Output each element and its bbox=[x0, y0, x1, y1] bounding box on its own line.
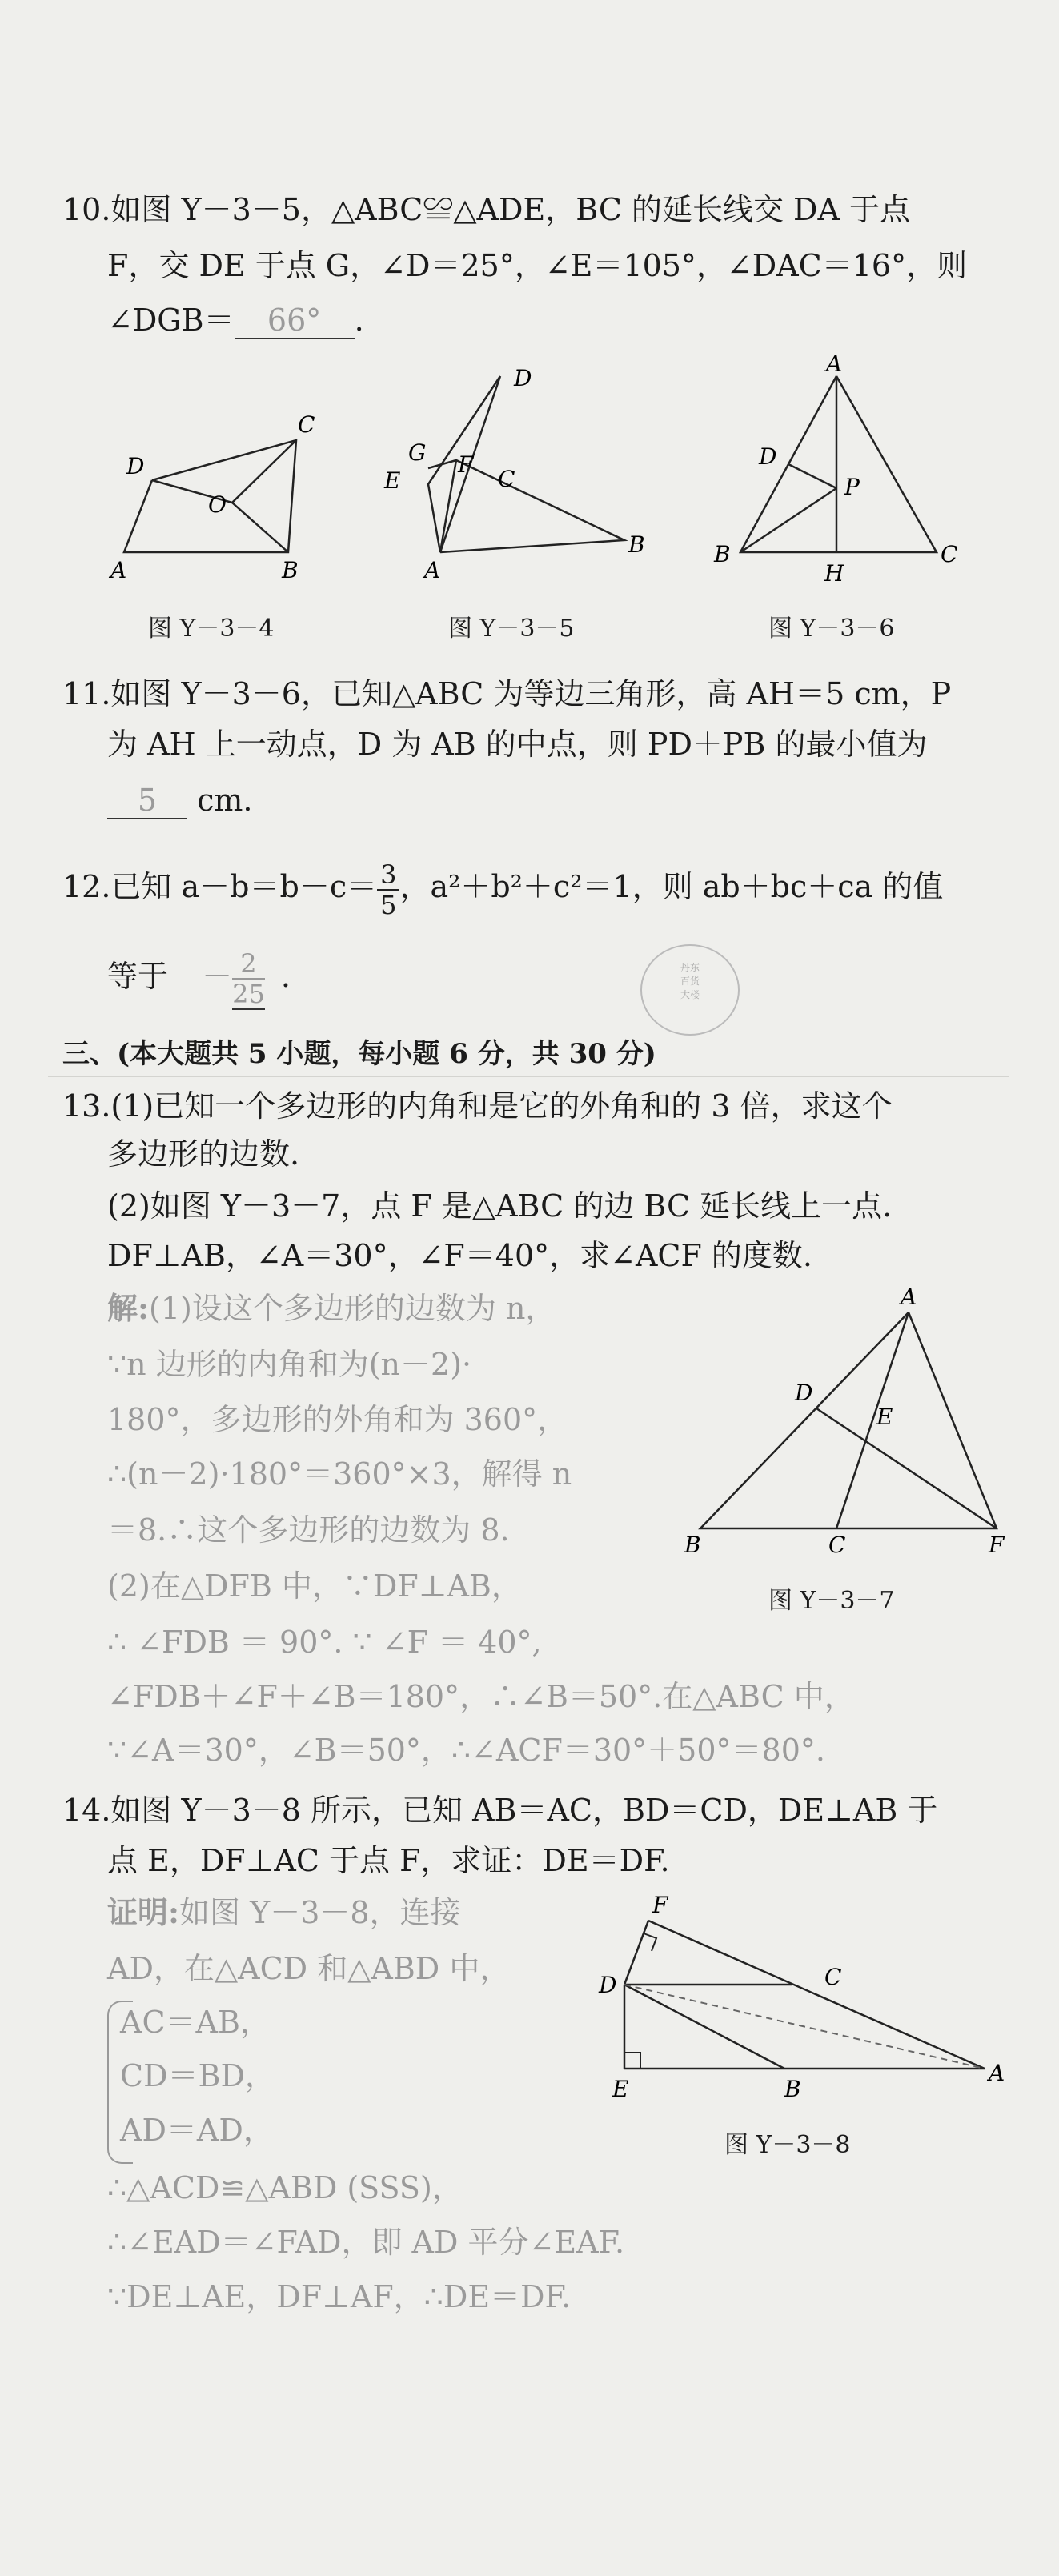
fig-y34-label-o: O bbox=[208, 491, 227, 518]
fig-y34-label-d: D bbox=[126, 453, 145, 479]
fig-y37-label-a: A bbox=[901, 1284, 917, 1310]
figure-y34 bbox=[104, 400, 315, 592]
fig-y34-label-a: A bbox=[110, 557, 127, 583]
q12-ans-den: 25 bbox=[232, 978, 265, 1009]
q11-answer: 5 bbox=[107, 783, 187, 819]
q12-suffix: ，a²＋b²＋c²＝1，则 ab＋bc＋ca 的值 bbox=[399, 869, 944, 904]
section-divider bbox=[48, 1076, 1009, 1077]
q13-sol4: ∴(n－2)·180°＝360°×3，解得 n bbox=[107, 1456, 572, 1492]
q13-sol7: ∴ ∠FDB ＝ 90°. ∵ ∠F ＝ 40°, bbox=[107, 1625, 542, 1660]
q14-sol1: 如图 Y－3－8，连接 bbox=[179, 1895, 461, 1930]
q14-sys1: AC＝AB， bbox=[120, 2005, 271, 2040]
fig-y37-label-d: D bbox=[795, 1380, 813, 1406]
q13-sol6: (2)在△DFB 中，∵DF⊥AB， bbox=[107, 1568, 522, 1604]
q10-line1: 10.如图 Y－3－5，△ABC≌△ADE，BC 的延长线交 DA 于点 bbox=[62, 192, 911, 227]
fig-y38-label-d: D bbox=[599, 1972, 617, 1998]
q10-line2: F，交 DE 于点 G，∠D＝25°，∠E＝105°，∠DAC＝16°，则 bbox=[107, 248, 968, 283]
fig-y36-label-d: D bbox=[759, 443, 777, 470]
q10-line3 bbox=[107, 302, 364, 339]
fig-y36-label-p: P bbox=[844, 474, 860, 500]
q12-end: . bbox=[280, 959, 291, 994]
q14-line1: 14.如图 Y－3－8 所示，已知 AB＝AC，BD＝CD，DE⊥AB 于 bbox=[62, 1793, 938, 1828]
fig-y38-label-e: E bbox=[612, 2076, 629, 2102]
caption-y35: 图 Y－3－5 bbox=[448, 615, 575, 643]
fig-y37-label-f: F bbox=[989, 1532, 1005, 1558]
fig-y38-label-f: F bbox=[652, 1892, 668, 1918]
q10-line3-suffix: . bbox=[354, 302, 364, 338]
fig-y36-label-c: C bbox=[941, 541, 958, 567]
q14-sol4: ∴∠EAD＝∠FAD，即 AD 平分∠EAF. bbox=[107, 2225, 625, 2260]
fig-y34-label-b: B bbox=[282, 557, 299, 583]
q13-line3: (2)如图 Y－3－7，点 F 是△ABC 的边 BC 延长线上一点. bbox=[107, 1188, 893, 1224]
q14-sol2: AD，在△ACD 和△ABD 中， bbox=[107, 1951, 511, 1986]
q14-sys2: CD＝BD， bbox=[120, 2058, 275, 2093]
q13-line4: DF⊥AB，∠A＝30°，∠F＝40°，求∠ACF 的度数. bbox=[107, 1238, 813, 1273]
fig-y36-label-b: B bbox=[714, 541, 731, 567]
q13-sol3: 180°，多边形的外角和为 360°， bbox=[107, 1402, 568, 1437]
fig-y35-label-a: A bbox=[424, 557, 441, 583]
fig-y35-label-f: F bbox=[458, 451, 474, 478]
caption-y36: 图 Y－3－6 bbox=[768, 615, 895, 643]
q12-answer-fraction bbox=[232, 949, 265, 1010]
q13-line2: 多边形的边数. bbox=[107, 1136, 300, 1172]
q13-sol-line1 bbox=[107, 1291, 556, 1326]
q12-line1 bbox=[62, 855, 943, 919]
q14-sys3: AD＝AD， bbox=[120, 2113, 274, 2148]
fig-y37-label-b: B bbox=[684, 1532, 701, 1558]
fig-y34-label-c: C bbox=[298, 411, 315, 438]
q13-sol5: ＝8.∴这个多边形的边数为 8. bbox=[107, 1512, 510, 1548]
fig-y38-label-c: C bbox=[824, 1964, 842, 1990]
q12-frac-den: 5 bbox=[380, 889, 397, 920]
figure-y36 bbox=[704, 352, 977, 592]
stamp-line1: 丹东 bbox=[680, 962, 700, 973]
q13-sol8: ∠FDB＋∠F＋∠B＝180°，∴∠B＝50°.在△ABC 中， bbox=[107, 1679, 855, 1714]
q11-unit: cm. bbox=[197, 783, 253, 818]
figure-y37 bbox=[684, 1280, 1021, 1556]
figure-y38 bbox=[592, 1889, 1009, 2105]
q12-prefix: 12.已知 a－b＝b－c＝ bbox=[62, 869, 378, 904]
q14-sol-line1 bbox=[107, 1895, 461, 1930]
caption-y37: 图 Y－3－7 bbox=[768, 1587, 895, 1615]
fig-y35-label-e: E bbox=[384, 467, 401, 494]
q14-line2: 点 E，DF⊥AC 于点 F，求证：DE＝DF. bbox=[107, 1843, 670, 1878]
seal-stamp bbox=[640, 944, 740, 1036]
fig-y35-label-d: D bbox=[514, 365, 532, 391]
q12-fraction bbox=[377, 860, 399, 919]
fig-y36-label-a: A bbox=[826, 351, 843, 377]
q13-sol9: ∵∠A＝30°，∠B＝50°，∴∠ACF＝30°＋50°＝80°. bbox=[107, 1733, 825, 1768]
fig-y37-label-c: C bbox=[828, 1532, 846, 1558]
q11-line1: 11.如图 Y－3－6，已知△ABC 为等边三角形，高 AH＝5 cm，P bbox=[62, 676, 952, 711]
q11-line3 bbox=[107, 783, 253, 819]
q10-line3-prefix: ∠DGB＝ bbox=[107, 302, 235, 338]
stamp-line2: 百货 bbox=[680, 976, 700, 987]
caption-y34: 图 Y－3－4 bbox=[148, 615, 275, 643]
q13-sol-label: 解: bbox=[107, 1290, 150, 1326]
q14-sol-label: 证明: bbox=[107, 1894, 180, 1930]
fig-y37-label-e: E bbox=[876, 1404, 893, 1430]
q12-line2 bbox=[107, 944, 291, 1010]
q11-line2: 为 AH 上一动点，D 为 AB 的中点，则 PD＋PB 的最小值为 bbox=[107, 727, 928, 762]
q14-sol5: ∵DE⊥AE，DF⊥AF，∴DE＝DF. bbox=[107, 2279, 572, 2314]
q10-answer: 66° bbox=[235, 302, 355, 339]
fig-y35-label-c: C bbox=[498, 466, 515, 492]
q13-sol1: (1)设这个多边形的边数为 n， bbox=[149, 1291, 556, 1326]
fig-y36-label-h: H bbox=[824, 560, 844, 587]
q12-frac-num: 3 bbox=[377, 860, 399, 891]
fig-y38-label-b: B bbox=[784, 2076, 801, 2102]
fig-y38-label-a: A bbox=[989, 2060, 1005, 2086]
q13-line1: 13.(1)已知一个多边形的内角和是它的外角和的 3 倍，求这个 bbox=[62, 1088, 893, 1124]
q12-line2-label: 等于 bbox=[107, 959, 169, 994]
q12-answer-sign: － bbox=[202, 959, 233, 994]
section3-heading: 三、(本大题共 5 小题，每小题 6 分，共 30 分) bbox=[62, 1038, 656, 1070]
q12-ans-num: 2 bbox=[232, 949, 265, 980]
fig-y35-label-b: B bbox=[628, 531, 645, 558]
fig-y35-label-g: G bbox=[408, 439, 427, 466]
figure-y35 bbox=[376, 360, 664, 592]
caption-y38: 图 Y－3－8 bbox=[724, 2131, 851, 2159]
q13-sol2: ∵n 边形的内角和为(n－2)· bbox=[107, 1347, 472, 1382]
q14-sol3: ∴△ACD≌△ABD (SSS)， bbox=[107, 2170, 463, 2205]
stamp-line3: 大楼 bbox=[680, 989, 700, 1000]
